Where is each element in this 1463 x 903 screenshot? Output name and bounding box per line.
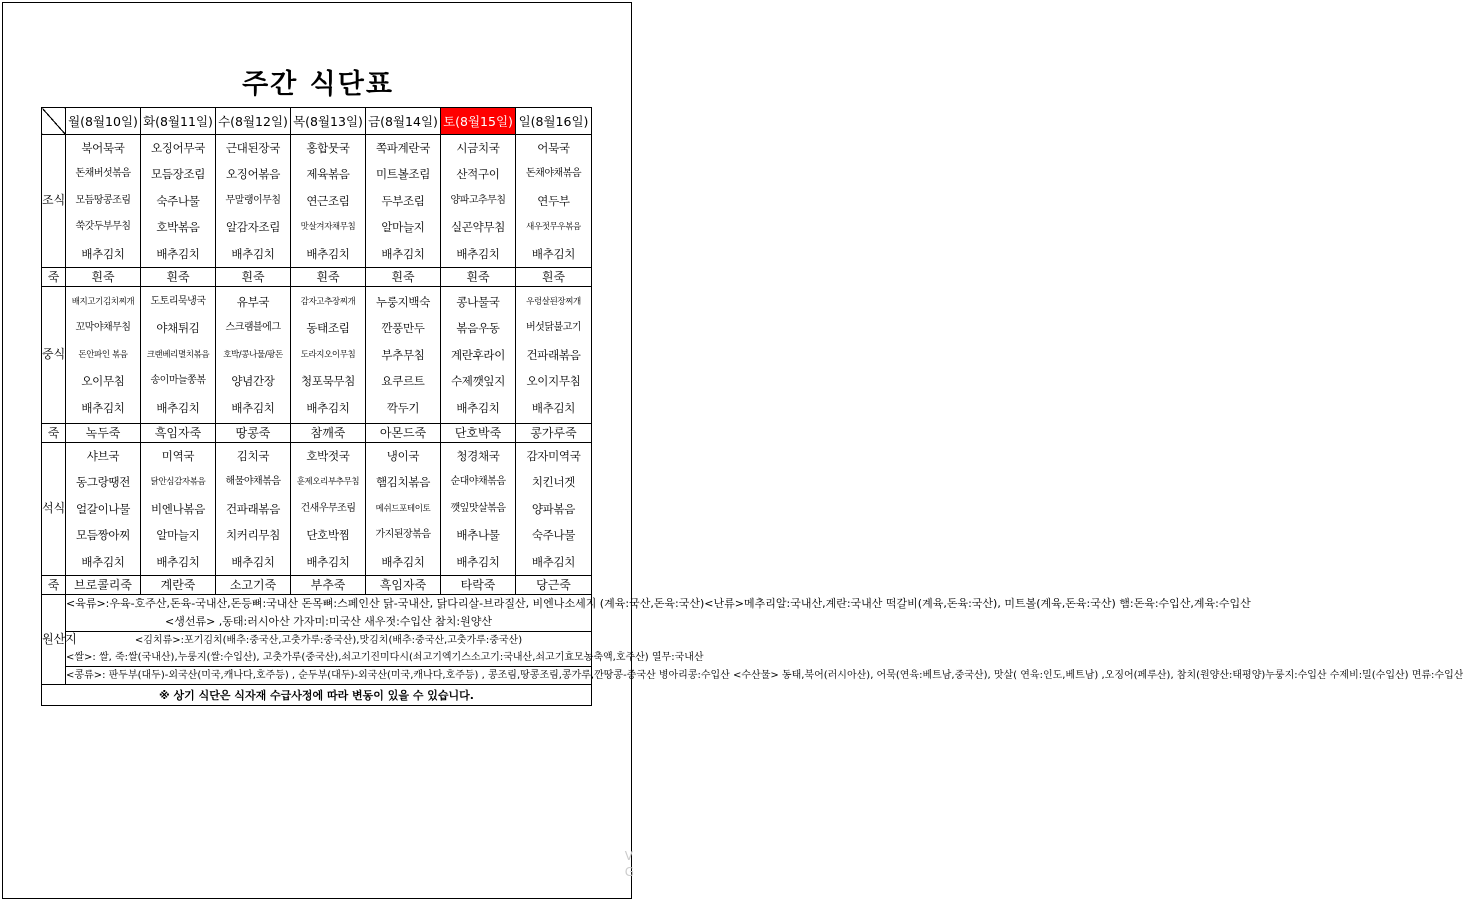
dish-item: 햄김치볶음: [375, 475, 431, 490]
breakfast-label: 조식: [42, 135, 66, 268]
porridge-item: 흰죽: [216, 267, 291, 286]
dish-item: 도토리묵냉국: [150, 295, 206, 307]
dish-item: 순대야채볶음: [450, 476, 506, 488]
dish-item: 배추김치: [531, 554, 576, 569]
origin-line: <육류>:우육-호주산,돈육-국내산,돈등뼈:국내산 돈목뼈:스페인산 닭-국내산, 닭다리살-브라질산, 비엔나소세지 (계육:국산,돈육:국산)<난류>메추리알:국내산,계란:국내산 떡갈비(계육,돈육:국산), 미트볼(계육,돈육:국산) 햄:돈육:수입산,계육:수입산: [66, 596, 1251, 610]
porridge-item: 소고기죽: [216, 575, 291, 594]
porridge-label: 죽: [42, 575, 66, 594]
dish-item: 배추김치: [306, 246, 350, 261]
dish-item: 배추김치: [306, 400, 350, 415]
dish-item: 배추김치: [531, 400, 576, 415]
dish-item: 돈안파인 볶음: [78, 349, 128, 360]
day-header-row: [42, 108, 592, 135]
dish-item: 배추나물: [456, 528, 500, 543]
dinner-cell: [366, 442, 441, 575]
origin-row-1: [42, 594, 592, 631]
dish-item: 야채튀김: [156, 321, 200, 336]
dish-item: 모듬땅콩조림: [75, 194, 131, 206]
dish-item: 동그랑땡전: [75, 475, 131, 490]
lunch-row: [42, 286, 592, 423]
dish-item: 연두부: [537, 193, 570, 208]
dish-item: 청경채국: [456, 448, 500, 463]
dish-item: 숙주나물: [531, 528, 576, 543]
porridge-item: 부추죽: [291, 575, 366, 594]
dish-item: 건파래볶음: [225, 501, 281, 516]
dish-item: 배추김치: [381, 246, 425, 261]
dish-item: 감자미역국: [526, 448, 581, 463]
dish-item: 우렁살된장찌개: [526, 296, 581, 307]
porridge-item: 흰죽: [66, 267, 141, 286]
day-header: 금(8월14일): [366, 108, 441, 135]
dish-item: 쪽파계란국: [375, 141, 431, 155]
dish-item: 근대된장국: [225, 141, 281, 155]
day-header: 화(8월11일): [141, 108, 216, 135]
porridge-item: 참깨죽: [291, 423, 366, 442]
dish-item: 배추김치: [81, 246, 125, 261]
dish-item: 숙주나물: [156, 193, 200, 208]
dish-item: 맛살겨자채무침: [300, 222, 356, 233]
dish-item: 미트볼조림: [375, 167, 431, 182]
dish-item: 모듬짱아찌: [75, 528, 131, 543]
porridge-item: 흰죽: [366, 267, 441, 286]
dish-item: 배추김치: [531, 246, 576, 261]
dish-item: 콩나물국: [456, 294, 500, 309]
dish-item: 오징어볶음: [225, 167, 281, 182]
dish-item: 배추김치: [381, 554, 425, 569]
dish-item: 배지고기김치찌개: [71, 296, 135, 307]
dish-item: 유부국: [236, 294, 270, 309]
breakfast-row: [42, 135, 592, 268]
origin-row-3: [42, 666, 592, 684]
dish-item: 북어묵국: [81, 141, 125, 155]
porridge-item: 흑임자죽: [141, 423, 216, 442]
dinner-cell: [216, 442, 291, 575]
day-header: 수(8월12일): [216, 108, 291, 135]
dish-item: 치커리무침: [225, 528, 281, 543]
dish-item: 배추김치: [456, 400, 500, 415]
porridge-item: 타락죽: [441, 575, 516, 594]
lunch-label: 중식: [42, 286, 66, 423]
lunch-cell: [141, 286, 216, 423]
watermark-text: V G: [624, 849, 634, 879]
dish-item: 송이마늘쫑볶: [150, 375, 206, 387]
breakfast-cell: [66, 135, 141, 268]
dish-item: 깍두기: [386, 400, 420, 415]
dish-item: 배추김치: [231, 554, 275, 569]
dish-item: 양파고추무침: [450, 194, 506, 206]
dish-item: 쑥갓두부무침: [75, 221, 131, 233]
dish-item: 홍합뭇국: [306, 141, 350, 155]
dinner-cell: [291, 442, 366, 575]
dish-item: 호박볶음: [156, 220, 200, 235]
dish-item: 계란후라이: [450, 347, 506, 362]
dish-item: 오이지무침: [526, 374, 581, 389]
dish-item: 알감자조림: [225, 220, 281, 235]
dish-item: 얼갈이나물: [75, 501, 131, 516]
dish-item: 알마늘지: [381, 220, 425, 235]
dish-item: 청포묵무침: [300, 374, 356, 389]
porridge-item: 단호박죽: [441, 423, 516, 442]
dish-item: 냉이국: [386, 448, 420, 463]
dish-item: 양파볶음: [531, 501, 576, 516]
lunch-cell: [516, 286, 592, 423]
breakfast-cell: [366, 135, 441, 268]
dinner-cell: [66, 442, 141, 575]
lunch-cell: [216, 286, 291, 423]
dish-item: 배추김치: [156, 400, 200, 415]
origin-line: <쌀>: 쌀, 죽:쌀(국내산),누룽지(쌀:수입산), 고춧가루(중국산),쇠고기진미다시(쇠고기엑기스소고기:국내산,쇠고기효모농축액,호주산) 열무:국내산: [66, 651, 704, 663]
dinner-porridge-row: [42, 575, 592, 594]
dish-item: 돈채버섯볶음: [75, 168, 131, 180]
breakfast-cell: [441, 135, 516, 268]
dish-item: 알마늘지: [156, 528, 200, 543]
origin-meat-fish: [66, 594, 1251, 631]
breakfast-cell: [516, 135, 592, 268]
breakfast-porridge-row: [42, 267, 592, 286]
dish-item: 가지된장볶음: [375, 529, 431, 541]
dish-item: 건새우무조림: [300, 502, 356, 514]
porridge-item: 아몬드죽: [366, 423, 441, 442]
dish-item: 돈채야채볶음: [526, 168, 581, 180]
dish-item: 오징어무국: [150, 141, 206, 155]
page-title: 주간 식단표: [242, 69, 394, 100]
origin-line: <김치류>:포기김치(배추:중국산,고춧가루:중국산),맛김치(배추:중국산,고춧가루:중국산): [134, 634, 523, 646]
origin-beans-seafood: [66, 666, 1463, 684]
dish-item: 크랜베리멸치볶음: [146, 349, 210, 360]
origin-label: 원산지: [42, 594, 66, 684]
porridge-item: 브로콜리죽: [66, 575, 141, 594]
dish-item: 배추김치: [81, 554, 125, 569]
dish-item: 배추김치: [456, 554, 500, 569]
dish-item: 두부조림: [381, 193, 425, 208]
day-header: 일(8월16일): [516, 108, 592, 135]
porridge-item: 흑임자죽: [366, 575, 441, 594]
dish-item: 연근조림: [306, 193, 350, 208]
dinner-cell: [441, 442, 516, 575]
dish-item: 제육볶음: [306, 167, 350, 182]
dish-item: 배추김치: [231, 400, 275, 415]
dish-item: 미역국: [161, 448, 195, 463]
lunch-cell: [366, 286, 441, 423]
dish-item: 해물야채볶음: [225, 476, 281, 488]
dish-item: 누룽지백숙: [375, 294, 431, 309]
dish-item: 배추김치: [156, 554, 200, 569]
dinner-cell: [141, 442, 216, 575]
dish-item: 훈제오리부추무침: [296, 477, 360, 488]
dish-item: 무말랭이무침: [225, 194, 281, 206]
dish-item: 비엔나볶음: [150, 501, 206, 516]
dish-item: 배추김치: [306, 554, 350, 569]
dinner-row: [42, 442, 592, 575]
dish-item: 스크램블에그: [225, 322, 281, 334]
porridge-item: 녹두죽: [66, 423, 141, 442]
porridge-item: 계란죽: [141, 575, 216, 594]
dish-item: 도라지오이무침: [300, 349, 356, 360]
dish-item: 수제깻잎지: [450, 374, 506, 389]
dish-item: 산적구이: [456, 167, 500, 182]
dinner-label: 석식: [42, 442, 66, 575]
lunch-cell: [441, 286, 516, 423]
dish-item: 시금치국: [456, 141, 500, 155]
porridge-item: 흰죽: [516, 267, 592, 286]
porridge-item: 흰죽: [291, 267, 366, 286]
day-header: 월(8월10일): [66, 108, 141, 135]
dish-item: 배추김치: [81, 400, 125, 415]
porridge-item: 당근죽: [516, 575, 592, 594]
dish-item: 메쉬드포테이토: [375, 503, 431, 514]
origin-line: <콩류>: 판두부(대두)-외국산(미국,캐나다,호주등) , 순두부(대두)-외국산(미국,캐나다,호주등) , 콩조림,땅콩조림,콩가루,깐땅콩-중국산 병아리콩:수입산 <수산물> 동태,북어(러시아산), 어묵(연육:베트남,중국산), 맛살( 연육:인도,베트남) ,오징어(페루산), 참치(원양산:태평양)누룽지:수입산 수제비:밀(수입산) 면류:수입산: [66, 669, 1463, 681]
dish-item: 양념간장: [231, 374, 275, 389]
dish-item: 닭안심감자볶음: [150, 477, 206, 488]
dish-item: 깻잎맛살볶음: [450, 502, 506, 514]
lunch-cell: [291, 286, 366, 423]
origin-kimchi-rice: [66, 631, 704, 666]
notice-row: [42, 684, 592, 705]
dish-item: 단호박찜: [306, 528, 350, 543]
dish-item: 배추김치: [231, 246, 275, 261]
breakfast-cell: [141, 135, 216, 268]
dish-item: 꼬막야채무침: [75, 322, 131, 334]
dish-item: 실곤약무침: [450, 220, 506, 235]
dish-item: 치킨너겟: [531, 475, 576, 490]
weekly-menu-table: [41, 107, 1463, 706]
lunch-cell: [66, 286, 141, 423]
dish-item: 어묵국: [537, 141, 570, 155]
porridge-item: 콩가루죽: [516, 423, 592, 442]
dish-item: 호박젓국: [306, 448, 350, 463]
dish-item: 건파래볶음: [526, 347, 581, 362]
notice-text: ※ 상기 식단은 식자재 수급사정에 따라 변동이 있을 수 있습니다.: [42, 684, 592, 705]
origin-line: <생선류> ,동태:러시아산 가자미:미국산 새우젓:수입산 참치:원양산: [164, 614, 492, 628]
porridge-item: 땅콩죽: [216, 423, 291, 442]
porridge-label: 죽: [42, 267, 66, 286]
dish-item: 호박/콩나물/팡돈: [223, 349, 283, 360]
dish-item: 배추김치: [156, 246, 200, 261]
dish-item: 볶음우동: [456, 321, 500, 336]
lunch-porridge-row: [42, 423, 592, 442]
porridge-item: 흰죽: [141, 267, 216, 286]
day-header-highlighted: 토(8월15일): [441, 108, 516, 135]
breakfast-cell: [291, 135, 366, 268]
porridge-label: 죽: [42, 423, 66, 442]
dish-item: 요쿠르트: [381, 374, 425, 389]
dish-item: 감자고추장찌개: [300, 296, 356, 307]
corner-cell: [42, 108, 66, 135]
dish-item: 부추무침: [381, 347, 425, 362]
dish-item: 깐풍만두: [381, 321, 425, 336]
porridge-item: 흰죽: [441, 267, 516, 286]
dish-item: 모듬장조림: [150, 167, 206, 182]
dish-item: 버섯닭불고기: [526, 322, 581, 334]
origin-row-2: [42, 631, 592, 666]
dish-item: 새우젓무우볶음: [526, 222, 581, 233]
dish-item: 동태조림: [306, 321, 350, 336]
day-header: 목(8월13일): [291, 108, 366, 135]
breakfast-cell: [216, 135, 291, 268]
dish-item: 오이무침: [81, 374, 125, 389]
dish-item: 배추김치: [456, 246, 500, 261]
dish-item: 샤브국: [86, 448, 120, 463]
dinner-cell: [516, 442, 592, 575]
dish-item: 김치국: [236, 448, 270, 463]
